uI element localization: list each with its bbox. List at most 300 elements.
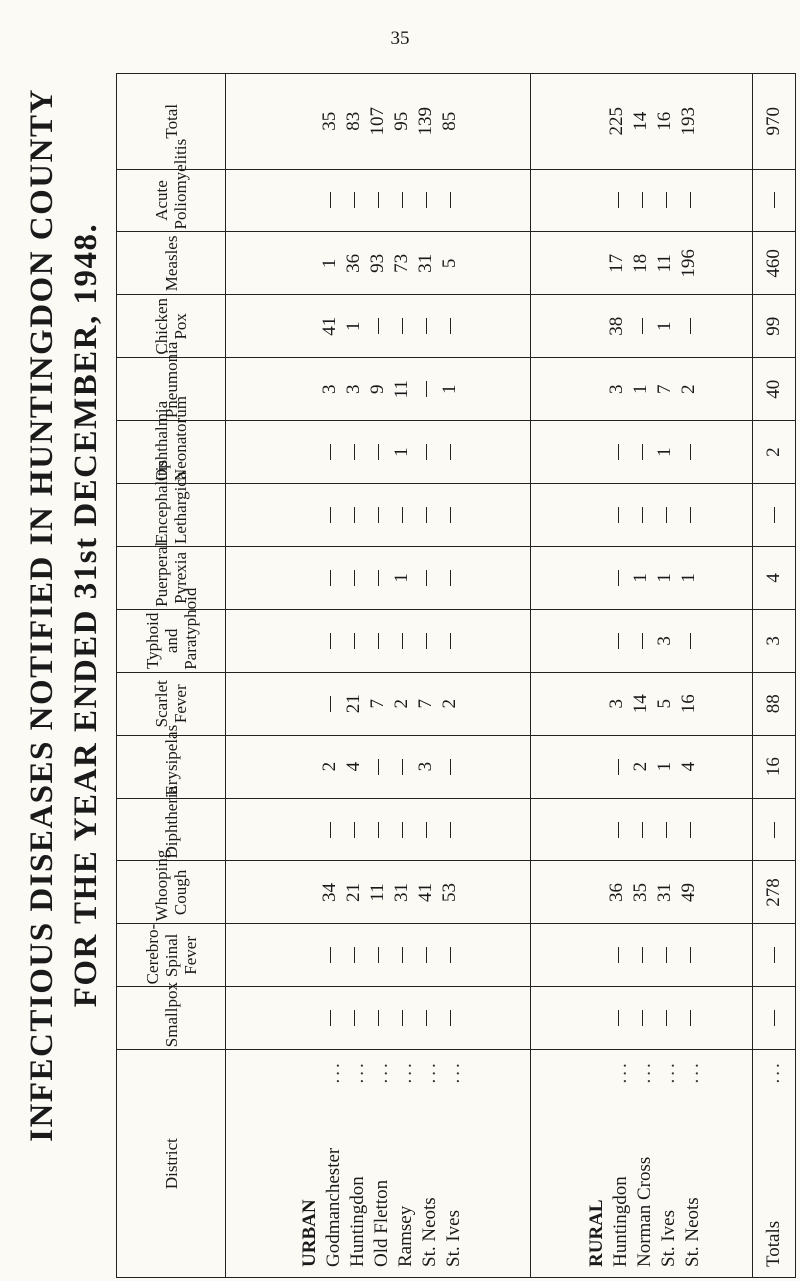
table-cell-value: 1 xyxy=(342,321,364,332)
table-cell-value: 7 xyxy=(366,698,388,709)
table-cell-value xyxy=(605,799,629,861)
infectious-diseases-table xyxy=(116,73,796,1278)
urban-district-cell xyxy=(226,1050,531,1278)
table-cell-value: 193 xyxy=(678,107,700,136)
table-cell-value: 73 xyxy=(390,253,412,273)
section-spacer xyxy=(294,736,318,798)
nil-dash xyxy=(426,192,427,208)
district-name: Ramsey xyxy=(394,1205,416,1267)
nil-dash xyxy=(354,570,355,586)
table-cell-value xyxy=(677,484,701,546)
rural-col-typhoid xyxy=(530,609,752,672)
district-name: St. Ives xyxy=(442,1210,464,1267)
header-total: Total xyxy=(117,74,226,170)
table-cell-value xyxy=(414,170,438,232)
leader-dots: ... xyxy=(370,1060,392,1084)
table-cell-value: 41 xyxy=(414,882,436,902)
table-cell-value xyxy=(438,924,462,986)
section-spacer xyxy=(581,799,605,861)
table-cell-value xyxy=(414,421,438,483)
totals-label-cell xyxy=(752,1050,795,1278)
urban-col-typhoid xyxy=(226,609,531,672)
rural-col-cerebrospinal xyxy=(530,924,752,987)
table-cell-value xyxy=(342,484,366,546)
nil-dash xyxy=(774,822,775,838)
rural-col-measles xyxy=(530,232,752,295)
table-cell-value: 1 xyxy=(438,384,460,394)
nil-dash xyxy=(450,947,451,963)
table-cell-value: 1 xyxy=(390,573,412,583)
nil-dash xyxy=(426,1010,427,1026)
table-cell-value xyxy=(438,736,462,798)
table-cell-value xyxy=(414,358,438,420)
table-cell-value: 1 xyxy=(654,321,676,332)
table-cell-value xyxy=(342,170,366,232)
nil-dash xyxy=(426,947,427,963)
table-cell-value xyxy=(629,924,653,986)
table-cell-value: 11 xyxy=(390,380,412,399)
table-cell-value: 11 xyxy=(366,883,388,902)
table-cell-value xyxy=(318,987,342,1049)
urban-label: URBAN xyxy=(298,1199,320,1267)
table-cell-value: 41 xyxy=(318,316,340,336)
table-cell-value xyxy=(605,547,629,609)
table-cell-value xyxy=(438,610,462,672)
nil-dash xyxy=(642,822,643,838)
rural-col-whooping xyxy=(530,861,752,924)
total-ophthalmia: 2 xyxy=(752,421,795,484)
table-cell-value xyxy=(390,987,414,1049)
table-cell-value xyxy=(366,924,390,986)
section-spacer xyxy=(581,295,605,357)
district-name: Huntingdon xyxy=(346,1176,368,1267)
table-cell-value xyxy=(390,295,414,357)
table-cell-value xyxy=(414,547,438,609)
table-cell-value: 3 xyxy=(606,384,628,394)
nil-dash xyxy=(330,570,331,586)
header-poliomyelitis: Acute Poliomyelitis xyxy=(117,169,226,232)
nil-dash xyxy=(450,1010,451,1026)
nil-dash xyxy=(426,570,427,586)
rural-col-total xyxy=(530,74,752,170)
rural-col-ophthalmia xyxy=(530,421,752,484)
table-cell-value: 2 xyxy=(390,698,412,709)
table-cell-value xyxy=(390,610,414,672)
nil-dash xyxy=(402,507,403,523)
table-cell-value: 5 xyxy=(438,258,460,269)
section-spacer xyxy=(581,74,605,169)
table-cell-value xyxy=(605,736,629,798)
urban-col-measles xyxy=(226,232,531,295)
rural-col-smallpox xyxy=(530,987,752,1050)
nil-dash xyxy=(402,318,403,334)
rural-col-chickenpox xyxy=(530,295,752,358)
table-cell-value: 3 xyxy=(414,761,436,772)
nil-dash xyxy=(354,633,355,649)
table-cell-value: 83 xyxy=(342,111,364,131)
section-spacer xyxy=(581,170,605,232)
table-cell-value xyxy=(438,547,462,609)
section-spacer xyxy=(294,610,318,672)
nil-dash xyxy=(774,192,775,208)
nil-dash xyxy=(402,192,403,208)
table-cell-value xyxy=(366,170,390,232)
nil-dash xyxy=(426,318,427,334)
nil-dash xyxy=(642,192,643,208)
header-scarlet: Scarlet Fever xyxy=(117,672,226,735)
urban-col-smallpox xyxy=(226,987,531,1050)
table-cell-value xyxy=(390,924,414,986)
table-cell-value xyxy=(366,421,390,483)
nil-dash xyxy=(378,947,379,963)
page-number: 35 xyxy=(390,28,410,49)
table-cell-value: 3 xyxy=(342,384,364,394)
nil-dash xyxy=(354,822,355,838)
rural-col-scarlet xyxy=(530,672,752,735)
table-cell-value: 14 xyxy=(630,111,652,131)
table-cell-value xyxy=(653,170,677,232)
table-cell-value xyxy=(677,170,701,232)
table-cell-value xyxy=(414,799,438,861)
leader-dots: ... xyxy=(658,1060,680,1084)
total-puerperal: 4 xyxy=(752,546,795,609)
table-cell-value xyxy=(677,799,701,861)
table-cell-value xyxy=(605,170,629,232)
table-cell-value xyxy=(366,736,390,798)
table-cell-value xyxy=(318,547,342,609)
table-cell-value: 139 xyxy=(414,107,436,136)
table-cell-value xyxy=(318,170,342,232)
totals-label: Totals xyxy=(762,1220,784,1267)
table-cell-value xyxy=(342,924,366,986)
section-spacer xyxy=(581,421,605,483)
nil-dash xyxy=(378,444,379,460)
nil-dash xyxy=(774,507,775,523)
table-cell-value: 49 xyxy=(678,882,700,902)
table-cell-value: 53 xyxy=(438,882,460,902)
table-cell-value xyxy=(366,547,390,609)
nil-dash xyxy=(642,633,643,649)
nil-dash xyxy=(378,570,379,586)
table-cell-value xyxy=(677,987,701,1049)
table-cell-value xyxy=(653,799,677,861)
table-cell-value xyxy=(605,610,629,672)
header-chickenpox: Chicken Pox xyxy=(117,295,226,358)
nil-dash xyxy=(354,947,355,963)
nil-dash xyxy=(642,947,643,963)
title-line-2: FOR THE YEAR ENDED 31st DECEMBER, 1948. xyxy=(68,222,104,1008)
section-spacer xyxy=(294,74,318,169)
total-smallpox xyxy=(752,987,795,1050)
header-district: District xyxy=(117,1050,226,1278)
total-encephalitis xyxy=(752,484,795,547)
table-cell-value: 18 xyxy=(630,253,652,273)
table-cell-value: 196 xyxy=(678,249,700,278)
nil-dash xyxy=(642,318,643,334)
nil-dash xyxy=(666,1010,667,1026)
title-block xyxy=(20,10,120,1220)
nil-dash xyxy=(402,1010,403,1026)
table-cell-value: 16 xyxy=(678,694,700,714)
table-cell-value: 1 xyxy=(318,258,340,269)
district-name: Norman Cross xyxy=(634,1156,656,1267)
table-cell-value xyxy=(342,987,366,1049)
table-cell-value xyxy=(438,421,462,483)
nil-dash xyxy=(330,633,331,649)
nil-dash xyxy=(330,947,331,963)
total-erysipelas: 16 xyxy=(752,735,795,798)
total-chickenpox: 99 xyxy=(752,295,795,358)
urban-col-cerebrospinal xyxy=(226,924,531,987)
nil-dash xyxy=(450,192,451,208)
section-spacer xyxy=(581,232,605,294)
table-cell-value: 35 xyxy=(630,882,652,902)
section-spacer xyxy=(581,987,605,1049)
nil-dash xyxy=(618,444,619,460)
leader-dots: ... xyxy=(682,1060,704,1084)
table-cell-value xyxy=(390,799,414,861)
header-smallpox: Smallpox xyxy=(117,987,226,1050)
nil-dash xyxy=(666,507,667,523)
nil-dash xyxy=(378,192,379,208)
nil-dash xyxy=(618,759,619,775)
nil-dash xyxy=(426,444,427,460)
table-cell-value: 93 xyxy=(366,253,388,273)
leader-dots: ... xyxy=(442,1060,464,1084)
table-cell-value xyxy=(342,799,366,861)
section-spacer xyxy=(581,736,605,798)
table-cell-value xyxy=(653,484,677,546)
nil-dash xyxy=(426,507,427,523)
table-cell-value: 4 xyxy=(342,761,364,772)
nil-dash xyxy=(618,947,619,963)
table-cell-value xyxy=(629,295,653,357)
nil-dash xyxy=(450,318,451,334)
nil-dash xyxy=(354,1010,355,1026)
table-cell-value: 21 xyxy=(342,694,364,714)
nil-dash xyxy=(666,947,667,963)
table-cell-value xyxy=(390,736,414,798)
table-cell-value xyxy=(438,987,462,1049)
rural-section-row xyxy=(530,74,752,1278)
urban-col-erysipelas xyxy=(226,735,531,798)
header-diphtheria: Diphtheria xyxy=(117,798,226,861)
nil-dash xyxy=(666,822,667,838)
table-cell-value xyxy=(605,484,629,546)
section-spacer xyxy=(581,610,605,672)
table-cell-value: 34 xyxy=(318,882,340,902)
table-cell-value xyxy=(414,484,438,546)
nil-dash xyxy=(330,192,331,208)
nil-dash xyxy=(690,444,691,460)
total-scarlet: 88 xyxy=(752,672,795,735)
rural-district-cell xyxy=(530,1050,752,1278)
header-puerperal: Puerperal Pyrexia xyxy=(117,546,226,609)
total-diphtheria xyxy=(752,798,795,861)
table-cell-value xyxy=(342,421,366,483)
total-cerebrospinal xyxy=(752,924,795,987)
table-cell-value xyxy=(414,987,438,1049)
table-cell-value xyxy=(629,484,653,546)
table-cell-value xyxy=(629,987,653,1049)
table-cell-value: 5 xyxy=(654,698,676,709)
nil-dash xyxy=(690,1010,691,1026)
nil-dash xyxy=(330,1010,331,1026)
nil-dash xyxy=(450,507,451,523)
table-cell-value: 2 xyxy=(630,761,652,772)
table-cell-value xyxy=(318,673,342,735)
nil-dash xyxy=(642,507,643,523)
table-cell-value: 35 xyxy=(318,111,340,131)
table-cell-value: 1 xyxy=(630,573,652,583)
table-cell-value: 225 xyxy=(606,107,628,136)
table-cell-value xyxy=(629,610,653,672)
nil-dash xyxy=(402,759,403,775)
nil-dash xyxy=(450,570,451,586)
nil-dash xyxy=(618,570,619,586)
district-name: Old Fletton xyxy=(370,1179,392,1267)
nil-dash xyxy=(402,947,403,963)
section-spacer xyxy=(294,862,318,924)
total-poliomyelitis xyxy=(752,169,795,232)
nil-dash xyxy=(378,507,379,523)
nil-dash xyxy=(354,192,355,208)
totals-row xyxy=(752,74,795,1278)
leader-dots: ... xyxy=(346,1060,368,1084)
nil-dash xyxy=(378,822,379,838)
urban-col-encephalitis xyxy=(226,484,531,547)
section-spacer xyxy=(294,673,318,735)
header-whooping: Whooping Cough xyxy=(117,861,226,924)
table-cell-value xyxy=(318,484,342,546)
district-name: Huntingdon xyxy=(610,1176,632,1267)
table-cell-value: 7 xyxy=(414,698,436,709)
table-cell-value xyxy=(366,295,390,357)
nil-dash xyxy=(426,822,427,838)
leader-dots: ... xyxy=(322,1060,344,1084)
section-spacer xyxy=(294,924,318,986)
leader-dots: ... xyxy=(610,1060,632,1084)
nil-dash xyxy=(690,318,691,334)
table-cell-value xyxy=(677,421,701,483)
table-cell-value xyxy=(318,421,342,483)
nil-dash xyxy=(690,192,691,208)
table-cell-value xyxy=(438,484,462,546)
table-cell-value: 85 xyxy=(438,111,460,131)
leader-dots: ... xyxy=(634,1060,656,1084)
nil-dash xyxy=(450,444,451,460)
table-cell-value xyxy=(438,295,462,357)
nil-dash xyxy=(690,947,691,963)
leader-dots: ... xyxy=(394,1060,416,1084)
nil-dash xyxy=(330,696,331,712)
table-cell-value: 2 xyxy=(438,698,460,709)
nil-dash xyxy=(690,822,691,838)
total-whooping: 278 xyxy=(752,861,795,924)
district-name: St. Neots xyxy=(418,1197,440,1267)
table-cell-value xyxy=(629,421,653,483)
table-cell-value: 31 xyxy=(654,882,676,902)
title-line-1: INFECTIOUS DISEASES NOTIFIED IN HUNTINGDON COUNTY xyxy=(24,88,60,1142)
header-measles: Measles xyxy=(117,232,226,295)
table-cell-value xyxy=(414,295,438,357)
nil-dash xyxy=(378,759,379,775)
total-typhoid: 3 xyxy=(752,609,795,672)
table-cell-value: 107 xyxy=(366,107,388,136)
urban-col-ophthalmia xyxy=(226,421,531,484)
urban-col-diphtheria xyxy=(226,798,531,861)
nil-dash xyxy=(642,444,643,460)
nil-dash xyxy=(354,444,355,460)
table-cell-value: 3 xyxy=(318,384,340,394)
table-cell-value: 95 xyxy=(390,111,412,131)
rotated-table-container xyxy=(116,73,796,1278)
urban-col-pneumonia xyxy=(226,358,531,421)
section-spacer xyxy=(581,673,605,735)
table-cell-value xyxy=(438,799,462,861)
header-typhoid: Typhoid and Paratyphoid xyxy=(117,609,226,672)
header-encephalitis: Encephalitis Lethargica xyxy=(117,484,226,547)
section-spacer xyxy=(581,547,605,609)
nil-dash xyxy=(690,633,691,649)
header-cerebrospinal: Cerebro-Spinal Fever xyxy=(117,924,226,987)
header-erysipelas: Erysipelas xyxy=(117,735,226,798)
nil-dash xyxy=(450,822,451,838)
section-spacer xyxy=(294,987,318,1049)
table-cell-value: 2 xyxy=(318,761,340,772)
nil-dash xyxy=(378,1010,379,1026)
table-cell-value xyxy=(653,924,677,986)
section-spacer xyxy=(581,924,605,986)
nil-dash xyxy=(618,192,619,208)
section-spacer xyxy=(581,358,605,420)
table-cell-value xyxy=(366,987,390,1049)
table-cell-value: 1 xyxy=(654,761,676,772)
table-cell-value: 31 xyxy=(414,253,436,273)
nil-dash xyxy=(330,444,331,460)
table-cell-value xyxy=(629,799,653,861)
table-cell-value xyxy=(390,170,414,232)
leader-dots: ... xyxy=(762,1060,784,1084)
table-cell-value: 2 xyxy=(678,384,700,394)
nil-dash xyxy=(774,1010,775,1026)
table-cell-value: 3 xyxy=(606,698,628,709)
table-cell-value xyxy=(318,799,342,861)
section-spacer xyxy=(294,358,318,420)
table-cell-value: 1 xyxy=(630,384,652,394)
urban-col-whooping xyxy=(226,861,531,924)
nil-dash xyxy=(618,822,619,838)
table-cell-value xyxy=(653,987,677,1049)
section-spacer xyxy=(581,484,605,546)
rural-col-puerperal xyxy=(530,546,752,609)
nil-dash xyxy=(618,633,619,649)
nil-dash xyxy=(642,1010,643,1026)
urban-col-poliomyelitis xyxy=(226,169,531,232)
table-cell-value: 38 xyxy=(606,316,628,336)
rural-col-diphtheria xyxy=(530,798,752,861)
table-cell-value xyxy=(318,924,342,986)
urban-section-row xyxy=(226,74,531,1278)
district-name: St. Ives xyxy=(658,1210,680,1267)
nil-dash xyxy=(426,381,427,397)
urban-col-puerperal xyxy=(226,546,531,609)
rural-label: RURAL xyxy=(586,1199,608,1267)
nil-dash xyxy=(402,633,403,649)
table-cell-value xyxy=(342,547,366,609)
section-spacer xyxy=(294,484,318,546)
table-cell-value xyxy=(605,924,629,986)
